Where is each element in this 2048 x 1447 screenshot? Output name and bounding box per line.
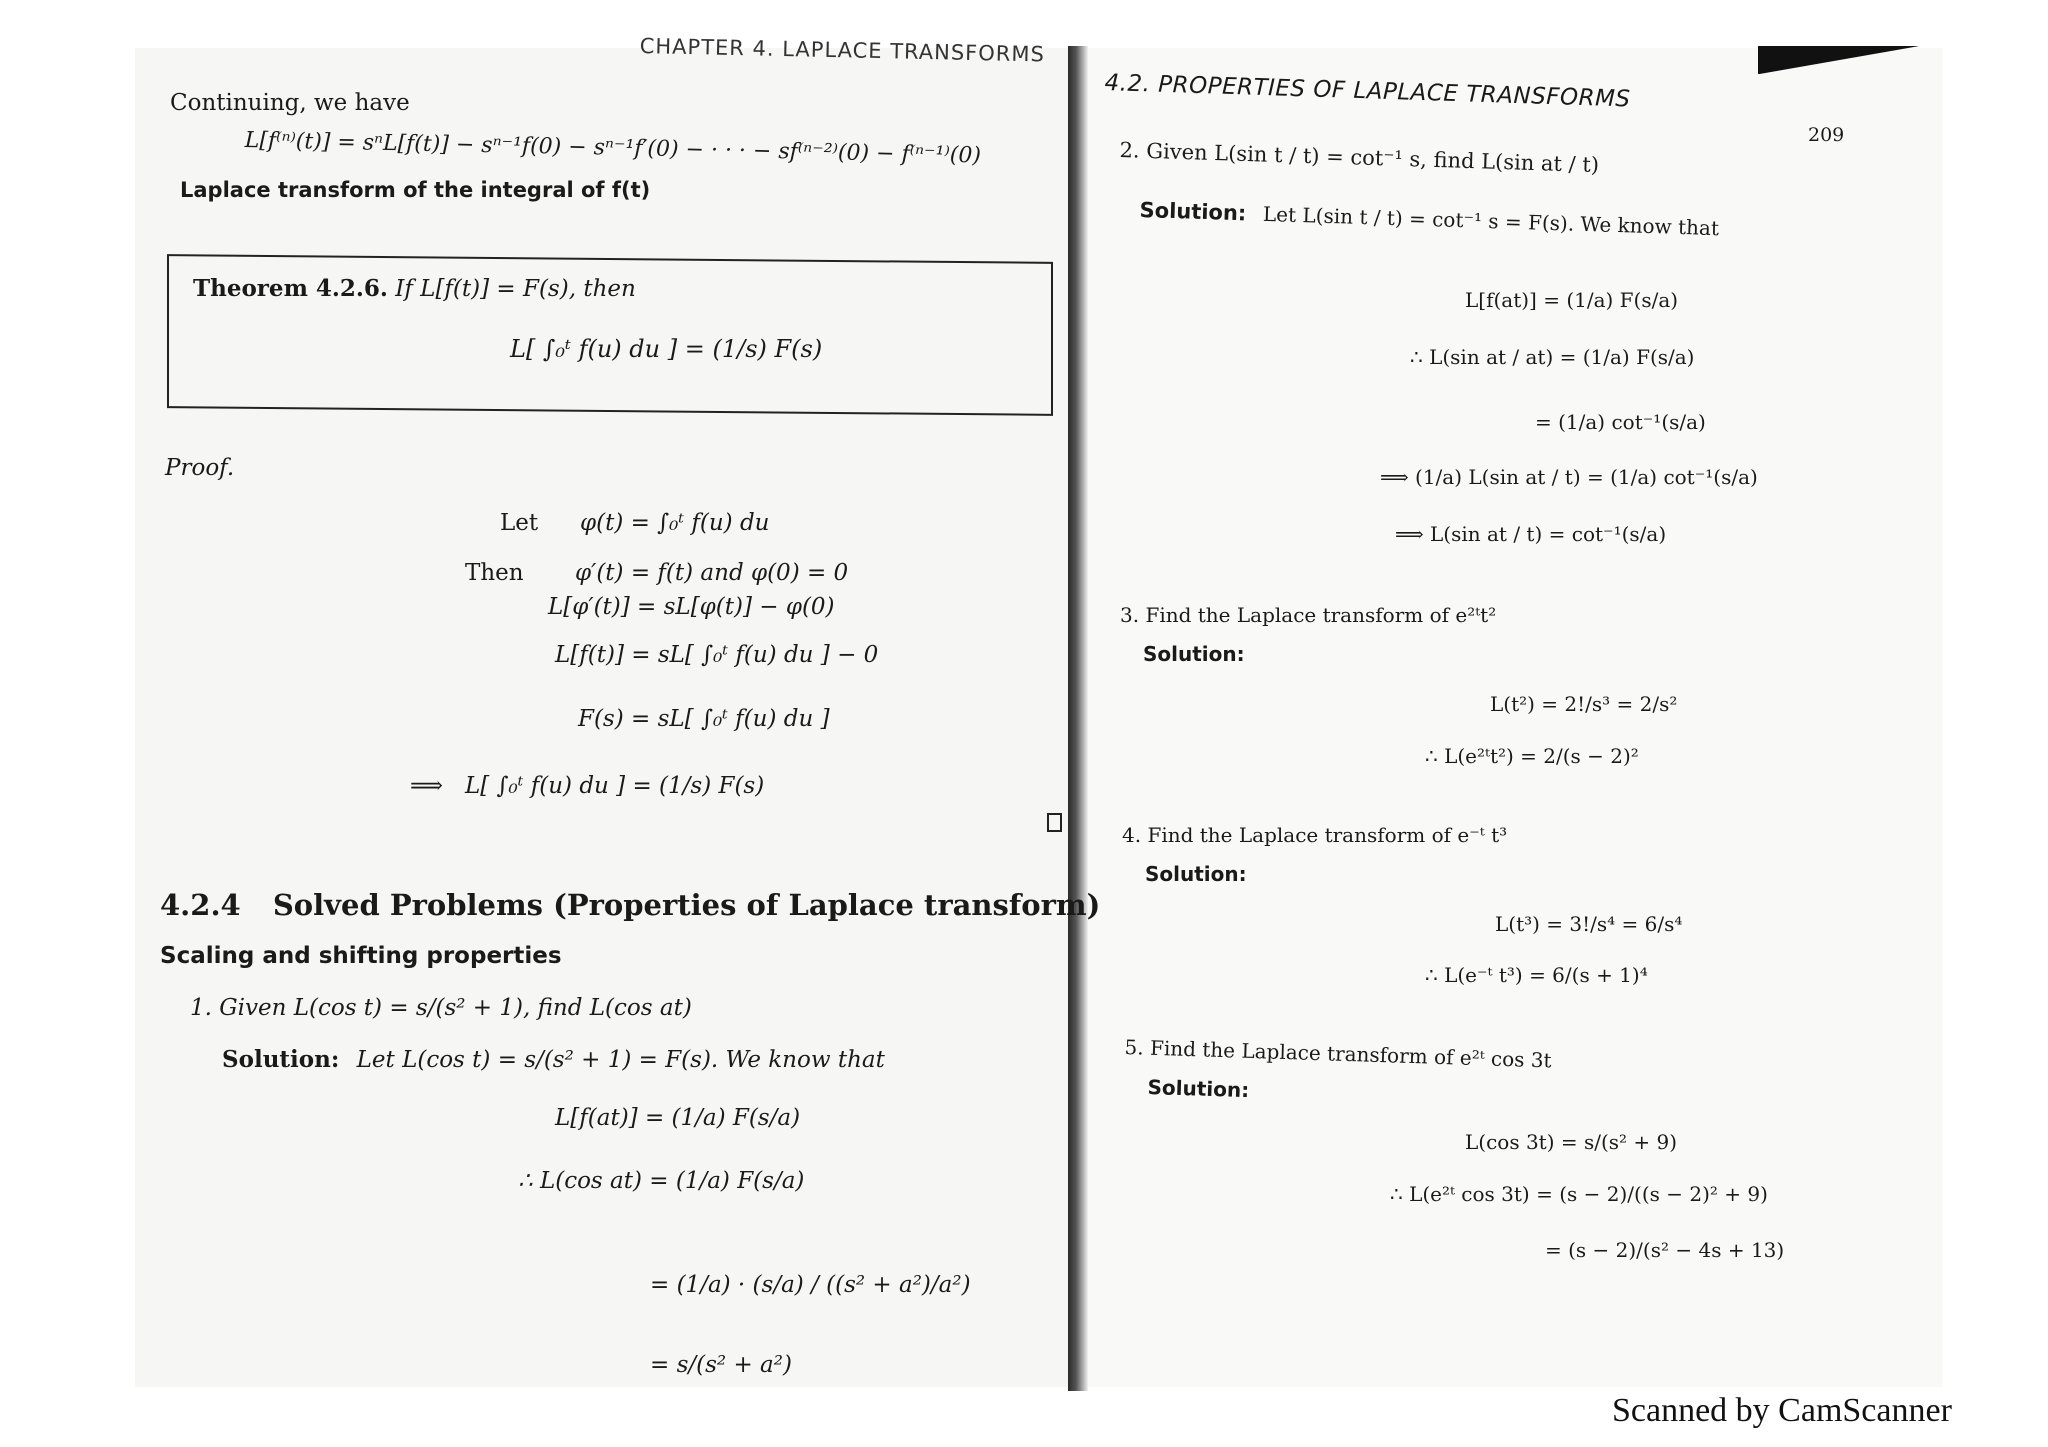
derivative-equation: L[f⁽ⁿ⁾(t)] = sⁿL[f(t)] − sⁿ⁻¹f(0) − sⁿ⁻¹f′(0) − · · · − sf⁽ⁿ⁻²⁾(0) − f⁽ⁿ⁻¹⁾(0) <box>244 128 982 169</box>
proof-expression: L[φ′(t)] = sL[φ(t)] − φ(0) <box>548 594 835 620</box>
solution-step: = s/(s² + a²) <box>650 1352 792 1378</box>
section-title: Solved Problems (Properties of Laplace transform) <box>272 888 1101 922</box>
problem-1-solution-line <box>222 1046 885 1073</box>
solution-label: Solution: <box>1143 642 1245 666</box>
solution-label: Solution: <box>1139 198 1247 226</box>
solution-step: L(t³) = 3!/s⁴ = 6/s⁴ <box>1495 912 1683 936</box>
solution-label: Solution: <box>1145 862 1247 886</box>
section-number: 4.2.4 <box>160 888 241 922</box>
scanner-watermark: Scanned by CamScanner <box>1612 1392 1952 1429</box>
theorem-line <box>193 275 636 302</box>
solution-step: ∴ L(e²ᵗt²) = 2/(s − 2)² <box>1425 744 1639 768</box>
solution-step: ⟹ L(sin at / t) = cot⁻¹(s/a) <box>1395 522 1667 546</box>
solution-label: Solution: <box>1147 1075 1250 1103</box>
solution-step: L[f(at)] = (1/a) F(s/a) <box>555 1105 801 1131</box>
solution-step: ⟹ (1/a) L(sin at / t) = (1/a) cot⁻¹(s/a) <box>1380 465 1758 489</box>
problem-1-statement: 1. Given L(cos t) = s/(s² + 1), find L(cos at) <box>190 995 692 1021</box>
solution-step: ∴ L(e²ᵗ cos 3t) = (s − 2)/((s − 2)² + 9) <box>1390 1182 1768 1206</box>
solution-step: = (s − 2)/(s² − 4s + 13) <box>1545 1238 1785 1262</box>
end-of-proof-square <box>1047 813 1062 832</box>
integral-heading: Laplace transform of the integral of f(t) <box>180 178 651 202</box>
section-heading <box>160 888 1100 922</box>
proof-label: Proof. <box>165 455 235 481</box>
page-number: 209 <box>1808 124 1845 146</box>
proof-expression: φ′(t) = f(t) and φ(0) = 0 <box>575 560 849 586</box>
problem-5-statement: 5. Find the Laplace transform of e²ᵗ cos 3t <box>1124 1035 1552 1073</box>
solution-text: Let L(cos t) = s/(s² + 1) = F(s). We know that <box>356 1047 885 1073</box>
solution-step: = (1/a) cot⁻¹(s/a) <box>1535 410 1706 434</box>
solution-step: ∴ L(cos at) = (1/a) F(s/a) <box>518 1168 805 1194</box>
solution-text: Let L(sin t / t) = cot⁻¹ s = F(s). We know that <box>1262 201 1720 241</box>
solution-step: L(t²) = 2!/s³ = 2/s² <box>1490 692 1678 716</box>
proof-word: Let <box>500 510 539 536</box>
solution-step: = (1/a) · (s/a) / ((s² + a²)/a²) <box>650 1272 971 1298</box>
theorem-label: Theorem 4.2.6. <box>193 275 388 302</box>
solution-step: ∴ L(sin at / at) = (1/a) F(s/a) <box>1410 345 1695 369</box>
proof-expression: F(s) = sL[ ∫₀ᵗ f(u) du ] <box>578 706 830 732</box>
problem-2-statement: 2. Given L(sin t / t) = cot⁻¹ s, find L(sin at / t) <box>1119 138 1600 178</box>
solution-label: Solution: <box>222 1046 340 1073</box>
implies-arrow: ⟹ <box>410 773 443 799</box>
theorem-equation: L[ ∫₀ᵗ f(u) du ] = (1/s) F(s) <box>510 335 823 363</box>
proof-expression: L[f(t)] = sL[ ∫₀ᵗ f(u) du ] − 0 <box>555 642 879 668</box>
page-corner-shadow <box>1758 46 1918 74</box>
problem-3-statement: 3. Find the Laplace transform of e²ᵗt² <box>1120 603 1497 627</box>
left-running-header: CHAPTER 4. LAPLACE TRANSFORMS <box>639 34 1046 67</box>
book-gutter-shadow <box>1068 46 1088 1391</box>
proof-expression: L[ ∫₀ᵗ f(u) du ] = (1/s) F(s) <box>465 773 765 799</box>
solution-step: L(cos 3t) = s/(s² + 9) <box>1465 1130 1678 1154</box>
theorem-statement: If L[f(t)] = F(s), then <box>395 276 636 302</box>
intro-text: Continuing, we have <box>170 90 410 116</box>
proof-expression: φ(t) = ∫₀ᵗ f(u) du <box>580 510 770 536</box>
subsection-heading: Scaling and shifting properties <box>160 943 562 969</box>
solution-step: ∴ L(e⁻ᵗ t³) = 6/(s + 1)⁴ <box>1425 963 1648 987</box>
right-running-header: 4.2. PROPERTIES OF LAPLACE TRANSFORMS <box>1104 70 1631 113</box>
proof-word: Then <box>465 560 524 586</box>
problem-4-statement: 4. Find the Laplace transform of e⁻ᵗ t³ <box>1122 823 1508 847</box>
solution-step: L[f(at)] = (1/a) F(s/a) <box>1465 288 1679 312</box>
